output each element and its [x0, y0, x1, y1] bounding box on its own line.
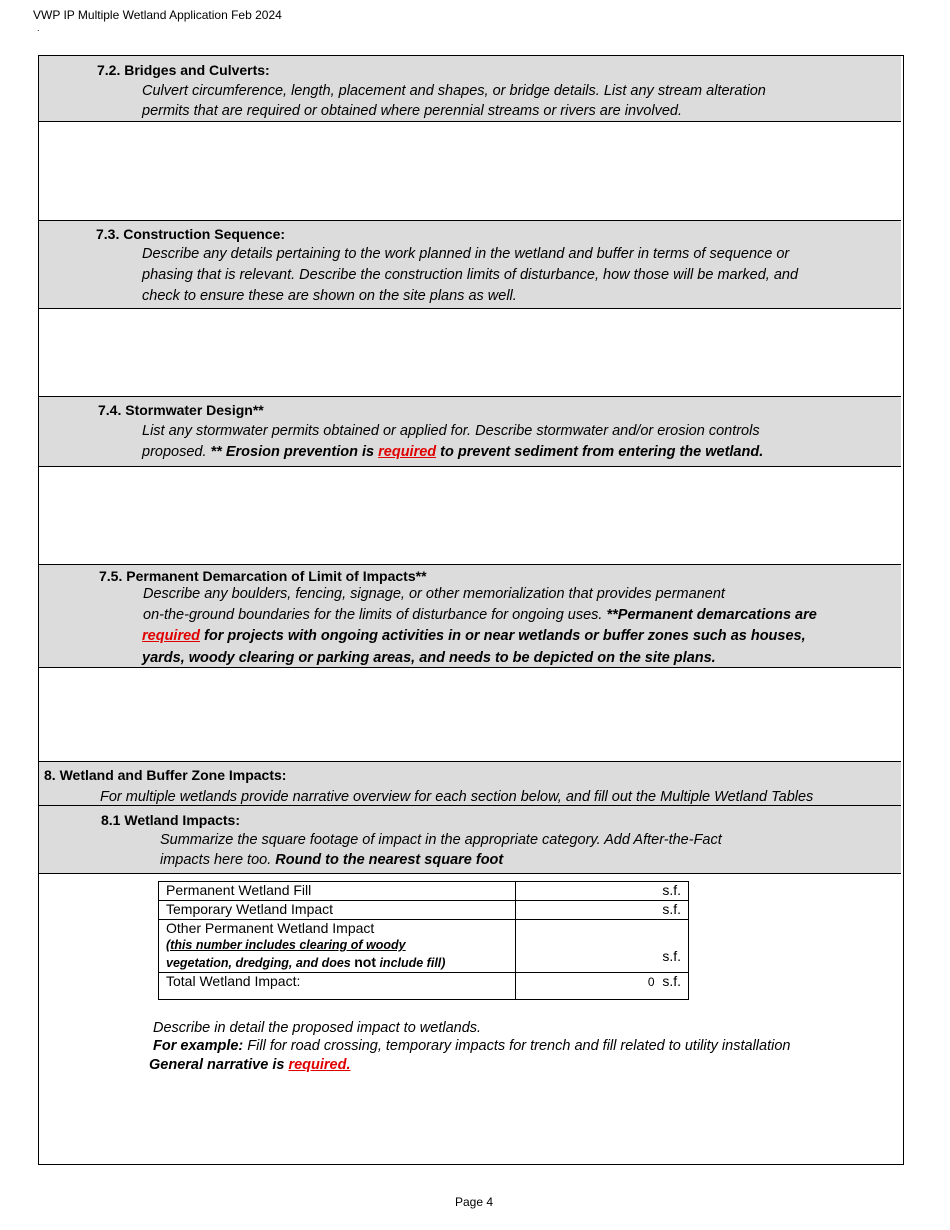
narrative-desc: Describe in detail the proposed impact to wetlands.	[153, 1020, 482, 1036]
temporary-impact-label: Temporary Wetland Impact	[159, 901, 516, 920]
other-permanent-impact-cell[interactable]: s.f.	[516, 920, 689, 973]
wetland-impact-table	[158, 881, 689, 1000]
section-8-title: 8. Wetland and Buffer Zone Impacts:	[44, 767, 287, 783]
page-number: Page 4	[455, 1195, 494, 1209]
required-emphasis: required.	[288, 1057, 351, 1073]
section-8-1-narrative-area[interactable]	[39, 1080, 901, 1162]
section-7-2-response-area[interactable]	[39, 122, 901, 220]
section-7-2-title: 7.2. Bridges and Culverts:	[97, 62, 270, 78]
total-impact-cell: 0 s.f.	[516, 973, 689, 1000]
required-emphasis: required	[378, 444, 437, 460]
total-impact-value: 0	[647, 975, 655, 989]
section-7-5-desc-3: required for projects with ongoing activities in or near wetlands or buffer zones such as houses,	[142, 628, 806, 644]
section-7-5-response-area[interactable]	[39, 668, 901, 761]
section-8-1-desc-2: impacts here too. Round to the nearest square foot	[160, 852, 504, 868]
section-8-desc: For multiple wetlands provide narrative overview for each section below, and fill out the Multiple Wetland Tables	[100, 789, 814, 805]
section-8-1-desc-1: Summarize the square footage of impact in the appropriate category. Add After-the-Fact	[160, 832, 722, 848]
table-row	[159, 973, 689, 1000]
section-7-5-title: 7.5. Permanent Demarcation of Limit of Impacts**	[99, 568, 427, 584]
table-row	[159, 882, 689, 901]
permanent-fill-cell[interactable]: s.f.	[516, 882, 689, 901]
header-dot: .	[37, 23, 40, 33]
section-7-3-desc-1: Describe any details pertaining to the work planned in the wetland and buffer in terms of sequence or	[142, 246, 790, 262]
table-row	[159, 920, 689, 973]
section-8-1-title: 8.1 Wetland Impacts:	[101, 812, 241, 828]
table-row	[159, 901, 689, 920]
section-7-2-desc-1: Culvert circumference, length, placement and shapes, or bridge details. List any stream alteration	[142, 83, 766, 99]
section-7-4-desc-2: proposed. ** Erosion prevention is required to prevent sediment from entering the wetland.	[142, 444, 764, 460]
section-7-4-response-area[interactable]	[39, 467, 901, 564]
section-7-3-desc-2: phasing that is relevant. Describe the construction limits of disturbance, how those will be marked, and	[142, 267, 799, 283]
section-7-4-title: 7.4. Stormwater Design**	[98, 402, 264, 418]
section-7-3-title: 7.3. Construction Sequence:	[96, 226, 286, 242]
section-7-5-desc-4: yards, woody clearing or parking areas, and needs to be depicted on the site plans.	[142, 650, 716, 666]
section-7-4-desc-1: List any stormwater permits obtained or applied for. Describe stormwater and/or erosion controls	[142, 423, 760, 439]
section-7-5-desc-2: on-the-ground boundaries for the limits of disturbance for ongoing uses. **Permanent demarcations are	[143, 607, 817, 623]
temporary-impact-cell[interactable]: s.f.	[516, 901, 689, 920]
document-header: VWP IP Multiple Wetland Application Feb 2024	[33, 8, 282, 22]
narrative-example: For example: Fill for road crossing, temporary impacts for trench and fill related to utility installation	[153, 1038, 791, 1054]
section-7-5-desc-1: Describe any boulders, fencing, signage, or other memorialization that provides permanent	[143, 586, 725, 602]
narrative-required-note: General narrative is required.	[149, 1057, 351, 1073]
section-7-2-desc-2: permits that are required or obtained where perennial streams or rivers are involved.	[142, 103, 682, 119]
section-7-3-response-area[interactable]	[39, 309, 901, 396]
other-permanent-impact-label: Other Permanent Wetland Impact (this number includes clearing of woody vegetation, dredging, and does not include fill)	[159, 920, 516, 973]
total-impact-label: Total Wetland Impact:	[159, 973, 516, 1000]
required-emphasis: required	[142, 628, 201, 644]
permanent-fill-label: Permanent Wetland Fill	[159, 882, 516, 901]
section-7-3-desc-3: check to ensure these are shown on the site plans as well.	[142, 288, 517, 304]
